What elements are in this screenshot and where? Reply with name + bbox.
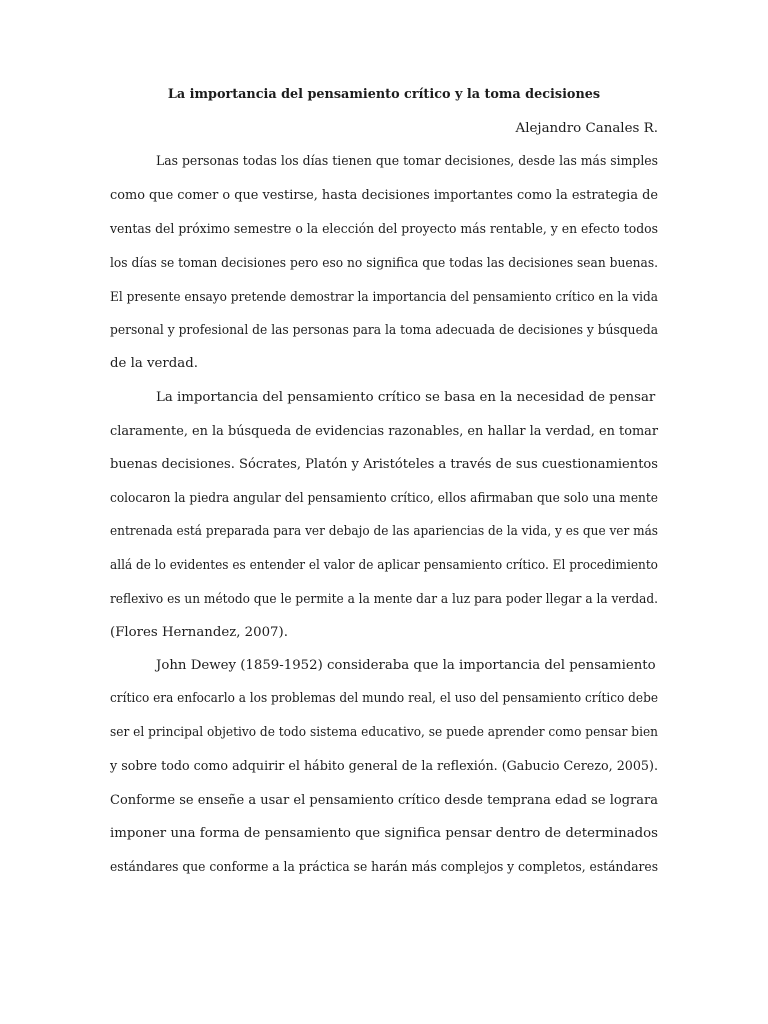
paragraph-line: imponer una forma de pensamiento que significa pensar dentro de determinados (110, 826, 658, 841)
paragraph-line: John Dewey (1859-1952) consideraba que la importancia del pensamiento (156, 658, 656, 673)
paragraph-line: La importancia del pensamiento crítico se basa en la necesidad de pensar (156, 390, 656, 405)
paragraph-line: El presente ensayo pretende demostrar la importancia del pensamiento crítico en la vida (110, 290, 659, 305)
paragraph-line: reflexivo es un método que le permite a la mente dar a luz para poder llegar a la verdad. (110, 592, 659, 607)
paragraph-line: buenas decisiones. Sócrates, Platón y Aristóteles a través de sus cuestionamientos (110, 457, 659, 472)
paragraph-line: de la verdad. (110, 356, 198, 371)
paragraph-line: los días se toman decisiones pero eso no significa que todas las decisiones sean buenas. (110, 256, 659, 271)
paragraph-line: ventas del próximo semestre o la elección del proyecto más rentable, y en efecto todos (110, 222, 659, 237)
paragraph-line: Las personas todas los días tienen que tomar decisiones, desde las más simples (156, 154, 659, 169)
paragraph-line: personal y profesional de las personas para la toma adecuada de decisiones y búsqueda (110, 323, 659, 338)
paragraph-line: como que comer o que vestirse, hasta decisiones importantes como la estrategia de (110, 188, 658, 203)
document-title: La importancia del pensamiento crítico y la toma decisiones (167, 86, 601, 102)
paragraph-line: colocaron la piedra angular del pensamiento crítico, ellos afirmaban que solo una mente (110, 491, 658, 506)
paragraph-line: (Flores Hernandez, 2007). (110, 625, 288, 640)
paragraph-line: y sobre todo como adquirir el hábito general de la reflexión. (Gabucio Cerezo, 2005). (110, 759, 659, 774)
paragraph-line: Conforme se enseñe a usar el pensamiento crítico desde temprana edad se lograra (110, 793, 658, 808)
paragraph-line: estándares que conforme a la práctica se harán más complejos y completos, estándares (110, 860, 659, 875)
paragraph-line: crítico era enfocarlo a los problemas del mundo real, el uso del pensamiento crítico debe (110, 691, 658, 706)
paragraph-line: ser el principal objetivo de todo sistema educativo, se puede aprender como pensar bien (110, 725, 659, 740)
paragraph-line: claramente, en la búsqueda de evidencias razonables, en hallar la verdad, en tomar (110, 424, 659, 439)
paragraph-line: entrenada está preparada para ver debajo de las apariencias de la vida, y es que ver más (110, 524, 658, 539)
paragraph-line: allá de lo evidentes es entender el valor de aplicar pensamiento crítico. El procedimiento (110, 558, 658, 573)
document-author: Alejandro Canales R. (515, 121, 658, 136)
